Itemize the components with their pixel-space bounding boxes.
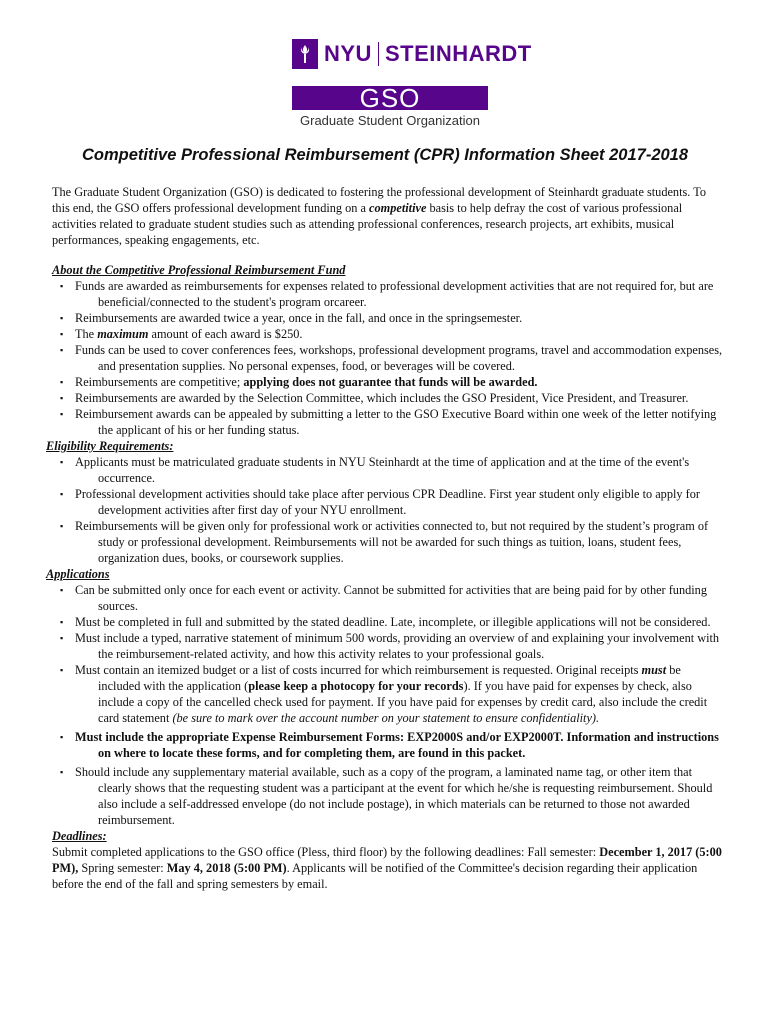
nyu-steinhardt-logo: [292, 38, 532, 70]
gso-full-name: Graduate Student Organization: [300, 113, 480, 128]
list-item: ▪ Reimbursements are awarded by the Selection Committee, which includes the GSO President, Vice President, and Treasurer.: [52, 390, 724, 406]
steinhardt-wordmark: STEINHARDT: [384, 41, 532, 66]
list-item: ▪ Funds are awarded as reimbursements for expenses related to professional development activities that are not required for, but are beneficial/connected to the student's program orcareer.: [52, 278, 724, 310]
intro-paragraph: The Graduate Student Organization (GSO) is dedicated to fostering the professional development of Steinhardt graduate students. To this end, the GSO offers professional development funding on a competitive basis to help defray the cost of various professional activities related to graduate student studies such as attending professional conferences, research projects, art exhibits, musical performances, speaking engagements, etc.: [52, 185, 707, 247]
list-item: ▪ Must contain an itemized budget or a list of costs incurred for which reimbursement is requested. Original receipts must be included with the application (please keep a photocopy for your records). If you have paid for expenses by check, also include a copy of the cancelled check used for payment. If you have paid for expenses by credit card, also include the credit card statement (be sure to mark over the account number on your statement to ensure confidentiality).: [52, 662, 724, 726]
list-item: ▪ Reimbursements will be given only for professional work or activities connected to, but not required by the student’s program of study or professional development. Reimbursements will not be awarded for such things as tuition, loans, student fees, organization dues, books, or coursework supplies.: [52, 518, 724, 566]
applications-list: [52, 582, 724, 828]
gso-logo: [292, 83, 488, 113]
list-item: ▪ Applicants must be matriculated graduate students in NYU Steinhardt at the time of application and at the time of the event's occurrence.: [52, 454, 724, 486]
list-item: ▪ Can be submitted only once for each event or activity. Cannot be submitted for activities that are being paid for by other funding sources.: [52, 582, 724, 614]
deadlines-paragraph: Submit completed applications to the GSO office (Pless, third floor) by the following deadlines: Fall semester: December 1, 2017 (5:00 PM), Spring semester: May 4, 2018 (5:00 PM). Applicants will be notified of the Committee's decision regarding their application before the end of the fall and spring semesters by email.: [52, 845, 722, 891]
document-body: [46, 184, 724, 892]
list-item: ▪ Must be completed in full and submitted by the stated deadline. Late, incomplete, or illegible applications will not be considered.: [52, 614, 724, 630]
list-item: ▪ Reimbursement awards can be appealed by submitting a letter to the GSO Executive Board within one week of the letter notifying the applicant of his or her funding status.: [52, 406, 724, 438]
about-list: [52, 278, 724, 438]
logo-divider: [378, 42, 379, 66]
list-item: ▪ Must include a typed, narrative statement of minimum 500 words, providing an overview of and explaining your involvement with the reimbursement-related activity, and how this activity relates to your professional goals.: [52, 630, 724, 662]
gso-wordmark: GSO: [359, 83, 421, 113]
eligibility-heading: Eligibility Requirements:: [46, 439, 174, 453]
deadlines-heading: Deadlines:: [52, 829, 107, 843]
list-item: ▪ Professional development activities should take place after pervious CPR Deadline. First year student only eligible to apply for development activities after first day of your NYU enrollment.: [52, 486, 724, 518]
nyu-wordmark: NYU: [324, 41, 372, 66]
list-item: ▪ Must include the appropriate Expense Reimbursement Forms: EXP2000S and/or EXP2000T. Information and instructions on where to locate these forms, and for completing them, are found in this packet.: [52, 729, 724, 761]
torch-icon: [292, 39, 318, 69]
list-item: ▪ Reimbursements are competitive; applying does not guarantee that funds will be awarded.: [52, 374, 724, 390]
page-title: Competitive Professional Reimbursement (CPR) Information Sheet 2017-2018: [81, 146, 689, 164]
list-item: ▪ Reimbursements are awarded twice a year, once in the fall, and once in the springsemester.: [52, 310, 724, 326]
applications-heading: Applications: [46, 567, 110, 581]
eligibility-list: [52, 454, 724, 566]
list-item: ▪ Funds can be used to cover conferences fees, workshops, professional development programs, travel and accommodation expenses, and presentation supplies. No personal expenses, food, or beverages will be covered.: [52, 342, 724, 374]
list-item: ▪ The maximum amount of each award is $250.: [52, 326, 724, 342]
about-heading: About the Competitive Professional Reimbursement Fund: [52, 263, 346, 277]
list-item: ▪ Should include any supplementary material available, such as a copy of the program, a laminated name tag, or other item that clearly shows that the requesting student was a participant at the event for which he/she is requesting reimbursement. Should also include a self-addressed envelope (do not include postage), in which materials can be returned to those not awarded reimbursement.: [52, 764, 724, 828]
